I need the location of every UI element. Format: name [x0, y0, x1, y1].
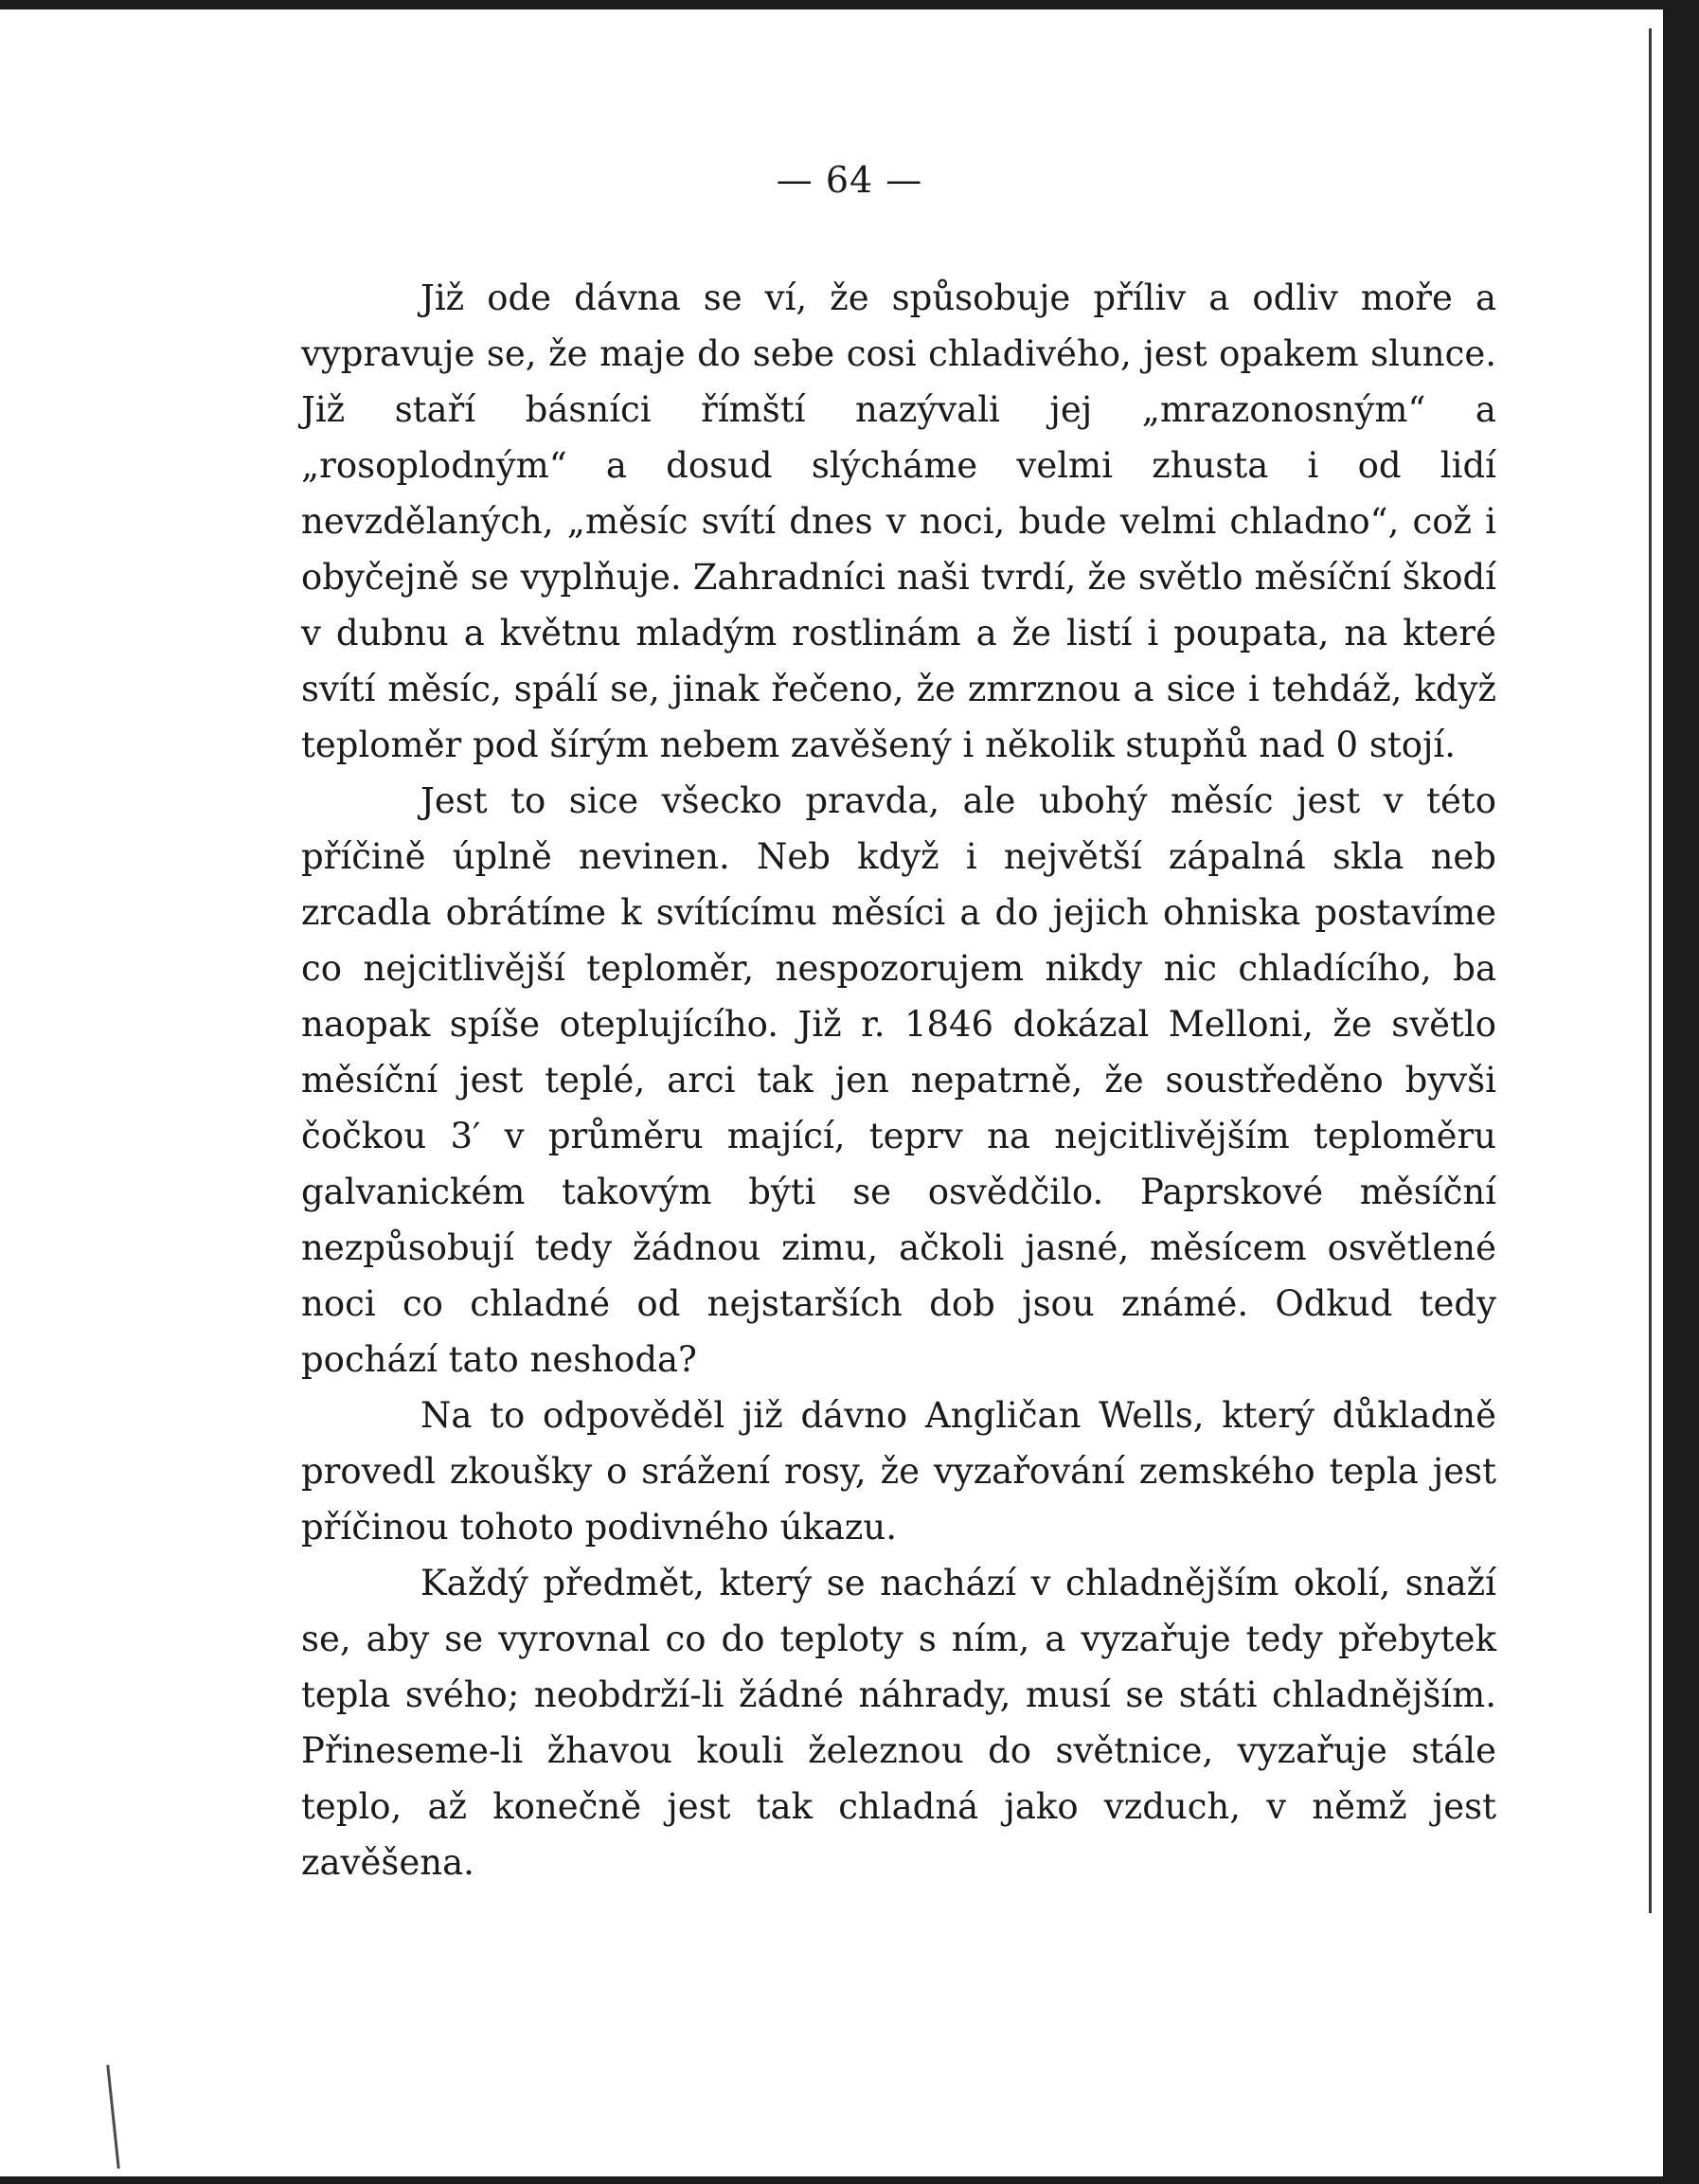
body-text — [301, 270, 1496, 1890]
scan-binding-line — [1649, 28, 1652, 1913]
paragraph-1: Již ode dávna se ví, že spůsobuje příliv a odliv moře a vypravuje se, že maje do sebe cosi chladivého, jest opakem slunce. Již staří básníci římští nazývali jej „mrazonosným“ a „rosoplodným“ a dosud slýcháme velmi zhusta i od lidí nevzdělaných, „měsíc svítí dnes v noci, bude velmi chladno“, což i obyčejně se vyplňuje. Zahradníci naši tvrdí, že světlo měsíční škodí v dubnu a květnu mladým rostlinám a že listí i poupata, na které svítí měsíc, spálí se, jinak řečeno, že zmrznou a sice i tehdáž, když teploměr pod šírým nebem zavěšený i několik stupňů nad 0 stojí. — [301, 277, 1496, 765]
scan-margin-mark — [106, 2065, 119, 2169]
page-number: — 64 — — [776, 159, 923, 201]
scan-bottom-edge — [0, 2176, 1699, 2184]
paragraph-4: Každý předmět, který se nachází v chladnějším okolí, snaží se, aby se vyrovnal co do teploty s ním, a vyzařuje tedy přebytek tepla svého; neobdrží-li žádné náhrady, musí se státi chladnějším. Přineseme-li žhavou kouli železnou do světnice, vyzařuje stále teplo, až konečně jest tak chladná jako vzduch, v němž jest zavěšena. — [301, 1563, 1496, 1883]
paragraph-3: Na to odpověděl již dávno Angličan Wells, který důkladně provedl zkoušky o srážení rosy, že vyzařování zemského tepla jest příčinou tohoto podivného úkazu. — [301, 1395, 1496, 1548]
scan-top-edge — [0, 0, 1699, 9]
paragraph-2: Jest to sice všecko pravda, ale ubohý měsíc jest v této příčině úplně nevinen. Neb když i největší zápalná skla neb zrcadla obrátíme k svítícímu měsíci a do jejich ohniska postavíme co nejcitlivější teploměr, nespozorujem nikdy nic chladícího, ba naopak spíše oteplujícího. Již r. 1846 dokázal Melloni, že světlo měsíční jest teplé, arci tak jen nepatrně, že soustředěno byvši čočkou 3′ v průměru mající, teprv na nejcitlivějším teploměru galvanickém takovým býti se osvědčilo. Paprskové měsíční nezpůsobují tedy žádnou zimu, ačkoli jasné, měsícem osvětlené noci co chladné od nejstarších dob jsou známé. Odkud tedy pochází tato neshoda? — [301, 780, 1496, 1380]
scan-right-edge — [1663, 0, 1699, 2184]
